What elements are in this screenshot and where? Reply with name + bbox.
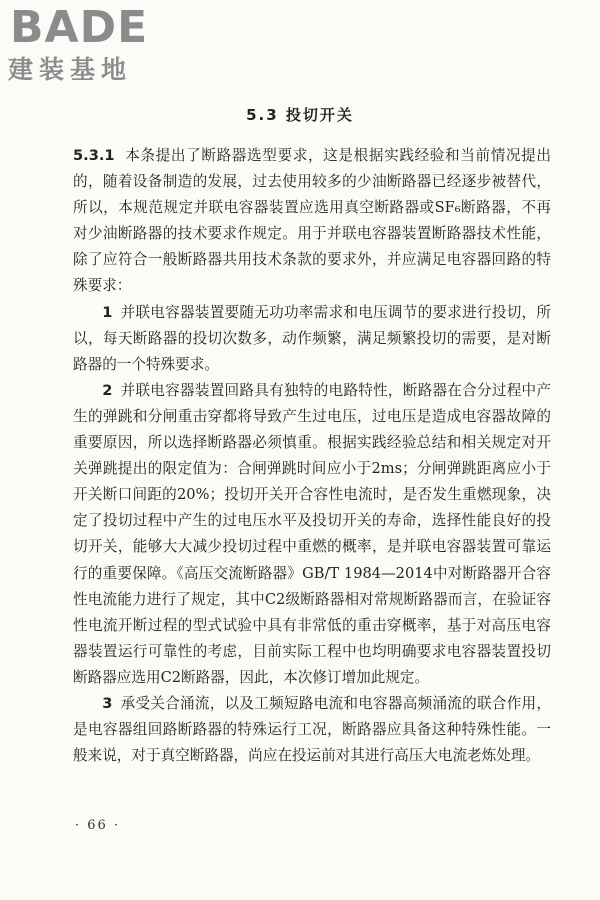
item-number: 3	[102, 694, 113, 712]
paragraph-text: 并联电容器装置回路具有独特的电路特性，断路器在合分过程中产生的弹跳和分闸重击穿都将导致产生过电压，过电压是造成电容器故障的重要原因，所以选择断路器必须慎重。根据实践经验总结和相关规定对开关弹跳提出的限定值为：合闸弹跳时间应小于2ms；分闸弹跳距离应小于开关断口间距的20%；投切开关开合容性电流时，是否发生重燃现象，决定了投切过程中产生的过电压水平及投切开关的寿命，选择性能良好的投切开关，能够大大减少投切过程中重燃的概率，是并联电容器装置可靠运行的重要保障。《高压交流断路器》GB/T 1984—2014中对断路器开合容性电流能力进行了规定，其中C2级断路器相对常规断路器而言，在验证容性电流开断过程的型式试验中具有非常低的重击穿概率，基于对高压电容器装置运行可靠性的考虑，目前实际工程中也均明确要求电容器装置投切断路器应选用C2断路器，因此，本次修订增加此规定。	[73, 381, 551, 686]
list-item	[73, 378, 551, 691]
page-number: · 66 ·	[75, 818, 121, 833]
paragraph-text: 本条提出了断路器选型要求，这是根据实践经验和当前情况提出的，随着设备制造的发展，过去使用较多的少油断路器已经逐步被替代，所以，本规范规定并联电容器装置应选用真空断路器或SF₆断路器，不再对少油断路器的技术要求作规定。用于并联电容器装置断路器技术性能，除了应符合一般断路器共用技术条款的要求外，并应满足电容器回路的特殊要求：	[73, 147, 551, 295]
item-number: 2	[102, 381, 113, 399]
paragraph-text: 并联电容器装置要随无功功率需求和电压调节的要求进行投切，所以，每天断路器的投切次数多，动作频繁，满足频繁投切的需要，是对断路器的一个特殊要求。	[73, 303, 551, 373]
clause-paragraph	[73, 143, 551, 300]
paragraph-text: 承受关合涌流，以及工频短路电流和电容器高频涌流的联合作用，是电容器组回路断路器的特殊运行工况，断路器应具备这种特殊性能。一般来说，对于真空断路器，尚应在投运前对其进行高压大电流老炼处理。	[73, 694, 551, 765]
logo-subtitle: 建装基地	[8, 55, 133, 84]
logo	[6, 4, 176, 84]
item-number: 1	[102, 303, 113, 321]
clause-number: 5.3.1	[73, 147, 115, 164]
list-item	[73, 300, 551, 378]
list-item	[73, 691, 551, 769]
document-body	[73, 143, 551, 769]
logo-text: BADE	[10, 2, 149, 53]
section-title: 5.3 投切开关	[246, 106, 354, 124]
